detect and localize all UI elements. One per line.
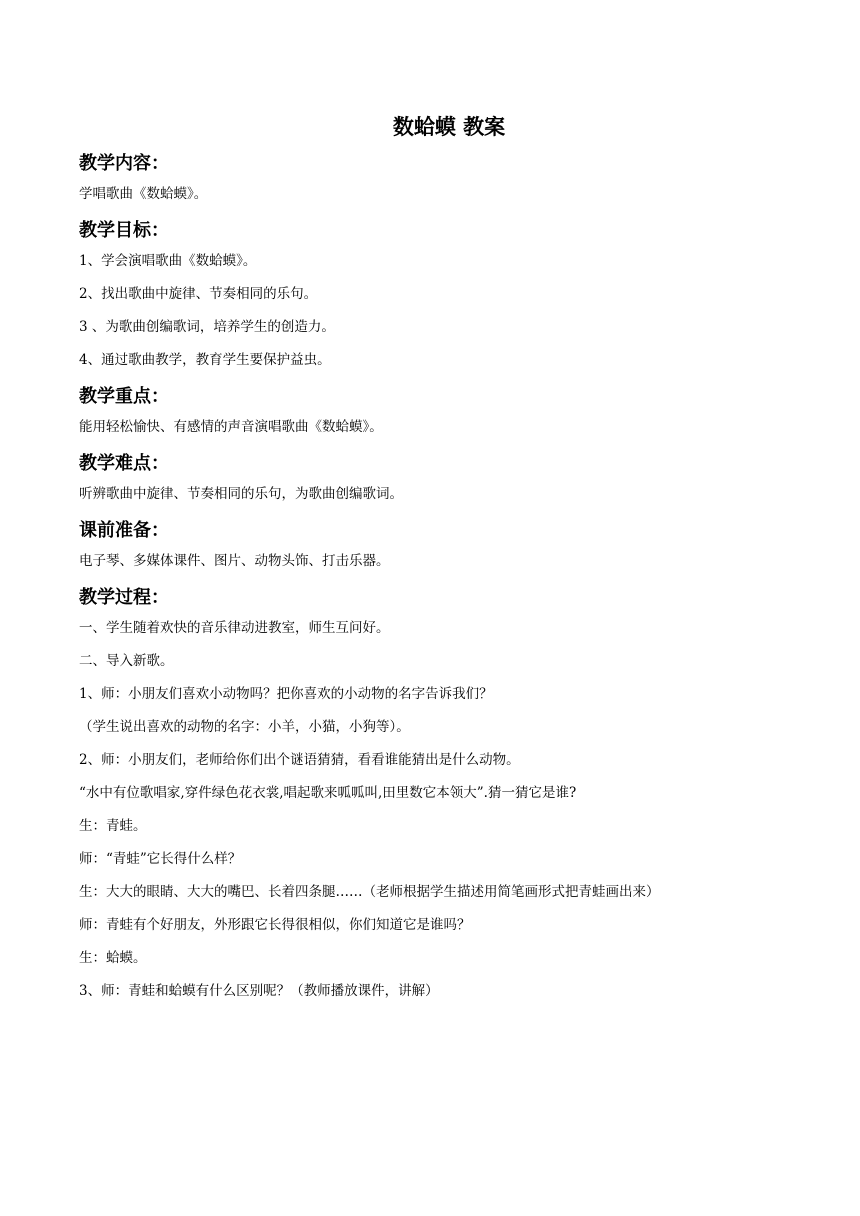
document-title: 数蛤蟆 教案: [392, 115, 506, 139]
paragraph: 2、师：小朋友们，老师给你们出个谜语猜猜，看看谁能猜出是什么动物。: [79, 752, 520, 768]
paragraph: 学唱歌曲《数蛤蟆》。: [79, 186, 208, 202]
paragraph: “水中有位歌唱家,穿件绿色花衣裳,唱起歌来呱呱叫,田里数它本领大”.猜一猜它是谁?: [79, 785, 577, 801]
section-heading-key-points: 教学重点：: [79, 386, 169, 407]
paragraph: 4、通过歌曲教学，教育学生要保护益虫。: [79, 352, 331, 368]
section-heading-objectives: 教学目标：: [79, 220, 169, 241]
paragraph: 生：青蛙。: [79, 818, 147, 834]
paragraph: （学生说出喜欢的动物的名字：小羊，小猫，小狗等）。: [79, 719, 410, 735]
document-page: [79, 110, 779, 1014]
paragraph: 3 、为歌曲创编歌词，培养学生的创造力。: [79, 319, 335, 335]
section-heading-difficulties: 教学难点：: [79, 453, 169, 474]
paragraph: 3、师：青蛙和蛤蟆有什么区别呢？（教师播放课件，讲解）: [79, 983, 439, 999]
paragraph: 2、找出歌曲中旋律、节奏相同的乐句。: [79, 286, 318, 302]
paragraph: 电子琴、多媒体课件、图片、动物头饰、打击乐器。: [79, 553, 390, 569]
paragraph: 师：“青蛙”它长得什么样？: [79, 851, 242, 867]
paragraph: 1、师：小朋友们喜欢小动物吗？把你喜欢的小动物的名字告诉我们？: [79, 686, 493, 702]
paragraph: 1、学会演唱歌曲《数蛤蟆》。: [79, 253, 257, 269]
paragraph: 能用轻松愉快、有感情的声音演唱歌曲《数蛤蟆》。: [79, 419, 383, 435]
paragraph: 一、学生随着欢快的音乐律动进教室，师生互问好。: [79, 620, 390, 636]
paragraph: 生：大大的眼睛、大大的嘴巴、长着四条腿……（老师根据学生描述用简笔画形式把青蛙画出来）: [79, 884, 660, 900]
paragraph: 生：蛤蟆。: [79, 950, 147, 966]
section-heading-preparation: 课前准备：: [79, 520, 169, 541]
paragraph: 听辨歌曲中旋律、节奏相同的乐句，为歌曲创编歌词。: [79, 486, 403, 502]
paragraph: 二、导入新歌。: [79, 653, 174, 669]
section-heading-process: 教学过程：: [79, 587, 169, 608]
paragraph: 师：青蛙有个好朋友，外形跟它长得很相似，你们知道它是谁吗？: [79, 917, 471, 933]
section-heading-content: 教学内容：: [79, 153, 169, 174]
